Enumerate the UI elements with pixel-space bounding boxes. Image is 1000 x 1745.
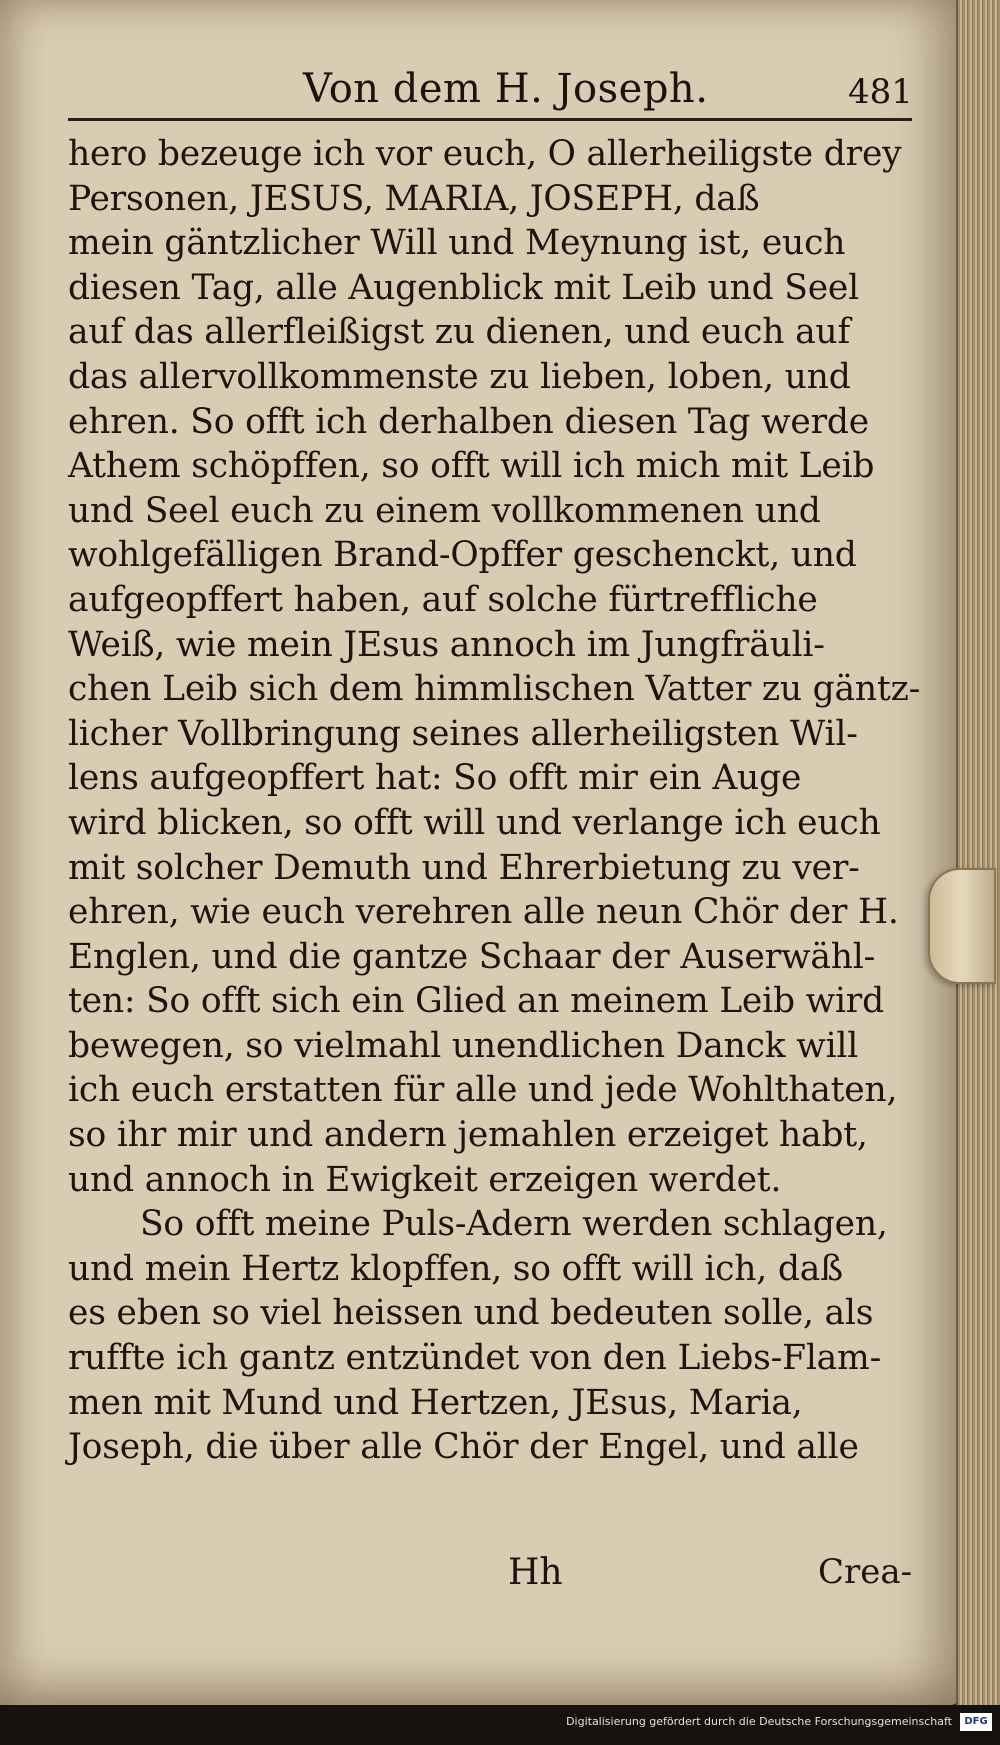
book-fore-edge <box>956 0 1000 1705</box>
text-line: chen Leib sich dem himmlischen Vatter zu gäntz- <box>68 669 921 710</box>
text-line: ten: So offt sich ein Glied an meinem Leib wird <box>68 981 884 1022</box>
text-line: aufgeopffert haben, auf solche fürtreffliche <box>68 579 818 620</box>
text-line: ruffte ich gantz entzündet von den Liebs-Flam- <box>68 1338 882 1379</box>
text-line: auf das allerfleißigst zu dienen, und euch auf <box>68 312 851 353</box>
text-line: das allervollkommenste zu lieben, loben, und <box>68 356 851 397</box>
dfg-logo-icon: DFG <box>960 1713 992 1731</box>
text-line: wohlgefälligen Brand-Opffer geschenckt, und <box>68 535 857 576</box>
credit-bar <box>0 1705 1000 1745</box>
text-line: wird blicken, so offt will und verlange ich euch <box>68 802 881 843</box>
header-rule <box>68 118 912 121</box>
body-text <box>68 132 928 1470</box>
paragraph-start-line: So offt meine Puls-Adern werden schlagen, <box>140 1204 888 1245</box>
text-line: Athem schöpffen, so offt will ich mich mit Leib <box>68 446 875 487</box>
text-line: diesen Tag, alle Augenblick mit Leib und Seel <box>68 267 859 308</box>
page-footer <box>68 1552 928 1602</box>
book-clasp <box>928 868 996 984</box>
text-line: licher Vollbringung seines allerheiligsten Wil- <box>68 713 858 754</box>
text-line: so ihr mir und andern jemahlen erzeiget habt, <box>68 1115 868 1156</box>
text-line: men mit Mund und Hertzen, JEsus, Maria, <box>68 1382 803 1423</box>
text-line: bewegen, so vielmahl unendlichen Danck will <box>68 1025 859 1066</box>
credit-text: Digitalisierung gefördert durch die Deutsche Forschungsgemeinschaft <box>566 1715 952 1728</box>
signature-mark: Hh <box>508 1552 563 1593</box>
page-number: 481 <box>848 72 913 112</box>
text-line: Englen, und die gantze Schaar der Auserwähl- <box>68 936 876 977</box>
text-line: lens aufgeopffert hat: So offt mir ein Auge <box>68 758 802 799</box>
text-line: und annoch in Ewigkeit erzeigen werdet. <box>68 1159 782 1200</box>
text-line: mit solcher Demuth und Ehrerbietung zu ver- <box>68 847 860 888</box>
text-line: Joseph, die über alle Chör der Engel, und alle <box>68 1427 859 1468</box>
running-title: Von dem H. Joseph. <box>303 66 709 112</box>
text-line: ich euch erstatten für alle und jede Wohlthaten, <box>68 1070 898 1111</box>
text-line: mein gäntzlicher Will und Meynung ist, euch <box>68 223 846 264</box>
text-line: und Seel euch zu einem vollkommenen und <box>68 490 821 531</box>
text-line: ehren, wie euch verehren alle neun Chör der H. <box>68 892 899 933</box>
catchword: Crea- <box>818 1552 913 1592</box>
text-line: und mein Hertz klopffen, so offt will ich, daß <box>68 1248 843 1289</box>
text-line: Weiß, wie mein JEsus annoch im Jungfräuli- <box>68 624 825 665</box>
text-line: Personen, JESUS, MARIA, JOSEPH, daß <box>68 178 760 219</box>
text-line: es eben so viel heissen und bedeuten solle, als <box>68 1293 874 1334</box>
text-line: hero bezeuge ich vor euch, O allerheiligste drey <box>68 134 902 174</box>
page-header <box>68 58 918 120</box>
text-line: ehren. So offt ich derhalben diesen Tag werde <box>68 401 869 442</box>
